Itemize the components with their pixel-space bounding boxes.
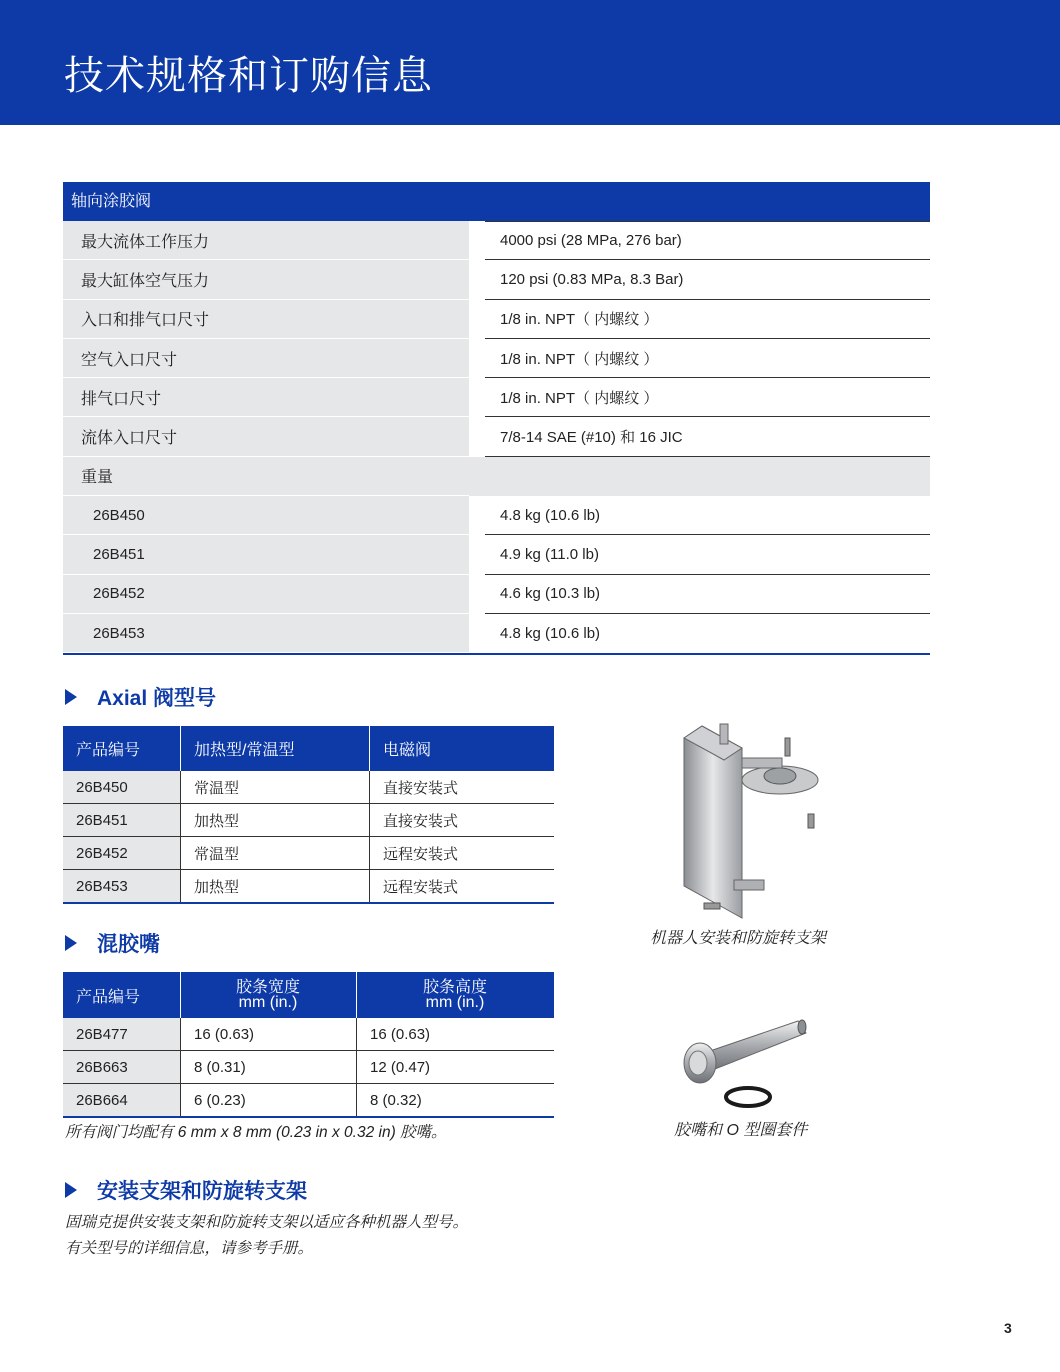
spec-value: 7/8-14 SAE (#10) 和 16 JIC [485, 417, 930, 456]
column-header-unit: mm (in.) [425, 994, 485, 1011]
spec-value: 4.9 kg (11.0 lb) [485, 535, 930, 574]
table-cell: 加热型 [181, 870, 370, 904]
column-header-unit: mm (in.) [238, 994, 298, 1011]
spec-label: 入口和排气口尺寸 [63, 300, 469, 339]
section-title-text: 混胶嘴 [97, 933, 160, 956]
nozzle-kit-caption: 胶嘴和 O 型圈套件 [674, 1122, 808, 1139]
spec-label: 26B452 [63, 575, 469, 614]
table-cell: 6 (0.23) [181, 1084, 357, 1118]
spec-row [63, 575, 930, 614]
table-cell: 26B453 [63, 870, 181, 904]
column-header-title: 胶条高度 [422, 979, 487, 996]
spec-row [63, 260, 930, 299]
section-title-bracket [65, 1175, 307, 1205]
spec-row [63, 535, 930, 574]
column-header: 电磁阀 [370, 726, 555, 771]
column-header: 加热型/常温型 [181, 726, 370, 771]
spec-label: 重量 [63, 457, 469, 496]
section-title-text: Axial 阀型号 [97, 687, 217, 710]
column-header: 产品编号 [63, 972, 181, 1018]
triangle-bullet-icon [65, 689, 77, 705]
table-cell: 26B663 [63, 1051, 181, 1084]
column-header: 产品编号 [63, 726, 181, 771]
table-cell: 16 (0.63) [181, 1018, 357, 1051]
spec-label: 26B451 [63, 535, 469, 574]
table-cell: 26B452 [63, 837, 181, 870]
nozzle-table [63, 972, 554, 1118]
spec-label: 空气入口尺寸 [63, 339, 469, 378]
page-number: 3 [1004, 1320, 1012, 1336]
table-cell: 8 (0.32) [357, 1084, 555, 1118]
spec-row [63, 417, 930, 456]
triangle-bullet-icon [65, 1182, 77, 1198]
table-row [63, 1051, 554, 1084]
page-header [0, 0, 1060, 125]
divider [63, 653, 930, 655]
spec-label: 流体入口尺寸 [63, 417, 469, 456]
table-row [63, 837, 554, 870]
column-header-title: 胶条宽度 [235, 979, 300, 996]
table-cell: 26B450 [63, 771, 181, 804]
table-cell: 远程安装式 [370, 870, 555, 904]
table-row [63, 870, 554, 904]
section-title-nozzle [65, 928, 160, 958]
spec-value: 4.8 kg (10.6 lb) [485, 496, 930, 535]
bracket-description [65, 1210, 468, 1262]
table-header-row [63, 972, 554, 1018]
table-row [63, 1018, 554, 1051]
spec-value: 1/8 in. NPT（ 内螺纹 ） [485, 300, 930, 339]
triangle-bullet-icon [65, 935, 77, 951]
table-cell: 直接安装式 [370, 804, 555, 837]
bracket-caption: 机器人安装和防旋转支架 [650, 930, 827, 947]
table-cell: 12 (0.47) [357, 1051, 555, 1084]
paragraph-line: 有关型号的详细信息，请参考手册。 [65, 1240, 314, 1257]
table-cell: 直接安装式 [370, 771, 555, 804]
table-cell: 常温型 [181, 771, 370, 804]
table-cell: 26B664 [63, 1084, 181, 1118]
axial-table [63, 726, 554, 904]
spec-row [63, 614, 930, 653]
spec-row [63, 221, 930, 260]
spec-row [63, 378, 930, 417]
table-row [63, 771, 554, 804]
spec-label: 最大缸体空气压力 [63, 260, 469, 299]
spec-value: 4.6 kg (10.3 lb) [485, 575, 930, 614]
nozzle-kit-image [676, 1015, 811, 1110]
page-title: 技术规格和订购信息 [64, 54, 433, 98]
spec-label: 26B453 [63, 614, 469, 653]
table-header-row [63, 726, 554, 771]
spec-label: 排气口尺寸 [63, 378, 469, 417]
column-header [357, 972, 555, 1018]
nozzle-note: 所有阀门均配有 6 mm x 8 mm (0.23 in x 0.32 in) 胶嘴。 [65, 1124, 447, 1141]
table-cell: 加热型 [181, 804, 370, 837]
table-cell: 常温型 [181, 837, 370, 870]
spec-row [63, 300, 930, 339]
table-row [63, 804, 554, 837]
table-cell: 26B477 [63, 1018, 181, 1051]
spec-label: 最大流体工作压力 [63, 221, 469, 260]
table-cell: 远程安装式 [370, 837, 555, 870]
table-cell: 26B451 [63, 804, 181, 837]
spec-value: 120 psi (0.83 MPa, 8.3 Bar) [485, 260, 930, 299]
column-header [181, 972, 357, 1018]
table-cell: 8 (0.31) [181, 1051, 357, 1084]
table-row [63, 1084, 554, 1118]
section-title-text: 安装支架和防旋转支架 [97, 1180, 307, 1203]
spec-row [63, 496, 930, 535]
bracket-image [670, 718, 830, 923]
spec-weight-group [63, 457, 930, 496]
table-cell: 16 (0.63) [357, 1018, 555, 1051]
paragraph-line: 固瑞克提供安装支架和防旋转支架以适应各种机器人型号。 [65, 1214, 469, 1231]
spec-row [63, 339, 930, 378]
spec-value: 1/8 in. NPT（ 内螺纹 ） [485, 378, 930, 417]
spec-value: 4.8 kg (10.6 lb) [500, 625, 601, 643]
spec-value: 1/8 in. NPT（ 内螺纹 ） [485, 339, 930, 378]
spec-table [63, 182, 930, 655]
spec-value: 4000 psi (28 MPa, 276 bar) [485, 221, 930, 260]
section-title-axial [65, 682, 216, 712]
spec-label: 26B450 [63, 496, 469, 535]
spec-table-title: 轴向涂胶阀 [63, 182, 930, 221]
